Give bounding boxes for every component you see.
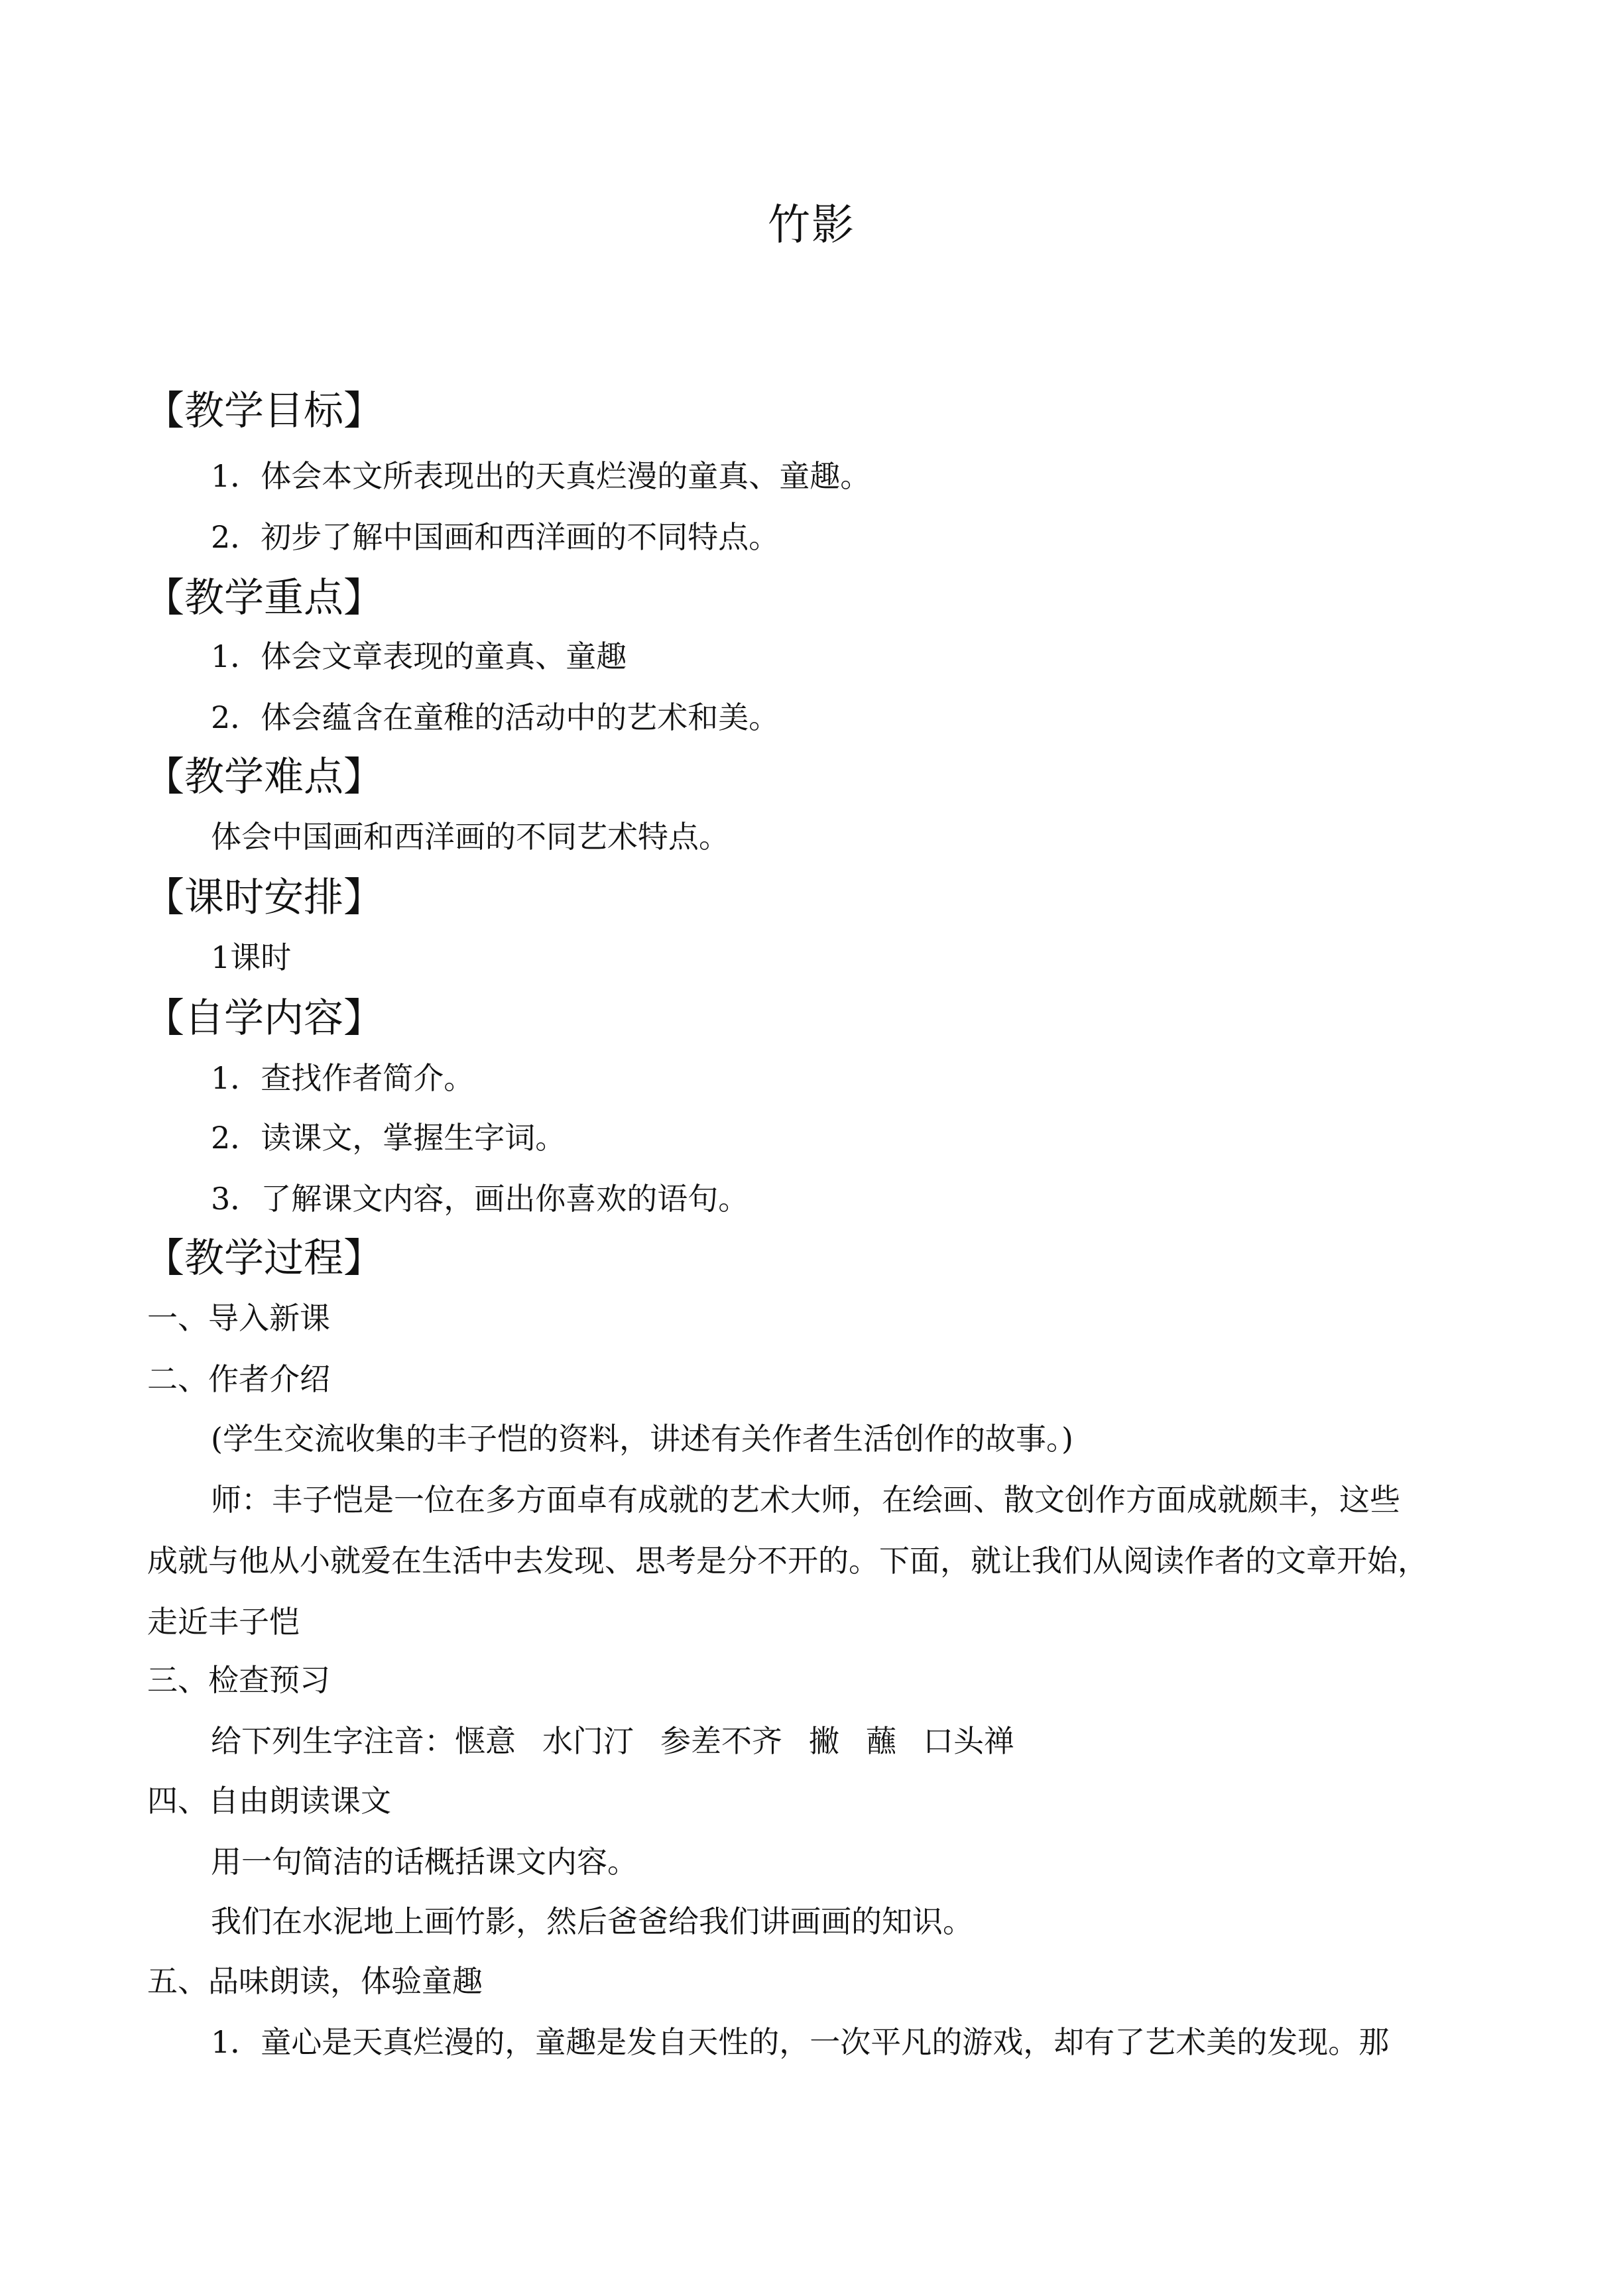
heading-difficulties: 【教学难点】 [145, 754, 383, 800]
vocab-word: 撇 [809, 1723, 839, 1759]
heading-schedule: 【课时安排】 [145, 875, 383, 921]
process-step-5: 五、品味朗读，体验童趣 [147, 1963, 483, 1999]
vocab-word: 水门汀 [542, 1723, 634, 1759]
key-point-item-1: 1．体会文章表现的童真、童趣 [211, 638, 627, 674]
schedule-item-1: 1课时 [211, 939, 292, 975]
paragraph-line-1: 师：丰子恺是一位在多方面卓有成就的艺术大师，在绘画、散文创作方面成就颇丰，这些 [211, 1482, 1400, 1518]
process-step-4-answer: 我们在水泥地上画竹影，然后爸爸给我们讲画画的知识。 [211, 1903, 973, 1939]
objective-item-2: 2．初步了解中国画和西洋画的不同特点。 [211, 519, 780, 555]
vocab-word: 参差不齐 [660, 1723, 782, 1759]
process-step-1: 一、导入新课 [147, 1300, 330, 1336]
vocab-word: 蘸 [866, 1723, 896, 1759]
process-step-4: 四、自由朗读课文 [147, 1783, 391, 1819]
self-study-item-1: 1．查找作者简介。 [211, 1060, 475, 1096]
heading-key-points: 【教学重点】 [145, 575, 383, 621]
process-step-4-task: 用一句简洁的话概括课文内容。 [211, 1844, 638, 1880]
self-study-item-3: 3．了解课文内容，画出你喜欢的语句。 [211, 1181, 749, 1217]
process-step-3-prompt-line [211, 1721, 1014, 1761]
process-step-2: 二、作者介绍 [147, 1361, 330, 1397]
heading-objectives: 【教学目标】 [145, 388, 383, 434]
pinyin-prompt: 给下列生字注音： [211, 1723, 455, 1759]
process-step-3: 三、检查预习 [147, 1662, 330, 1698]
vocab-word: 惬意 [455, 1723, 516, 1759]
page-title: 竹影 [768, 201, 855, 250]
paragraph-line-3: 走近丰子恺 [147, 1604, 300, 1640]
process-step-5-item-1: 1．童心是天真烂漫的，童趣是发自天性的，一次平凡的游戏，却有了艺术美的发现。那 [211, 2024, 1390, 2060]
self-study-item-2: 2．读课文，掌握生字词。 [211, 1120, 566, 1156]
heading-self-study: 【自学内容】 [145, 995, 383, 1042]
difficulty-item-1: 体会中国画和西洋画的不同艺术特点。 [211, 819, 729, 855]
process-step-2-paragraph [147, 1469, 1480, 1652]
vocab-word: 口头禅 [923, 1723, 1014, 1759]
key-point-item-2: 2．体会蕴含在童稚的活动中的艺术和美。 [211, 699, 780, 735]
process-step-2-note: (学生交流收集的丰子恺的资料，讲述有关作者生活创作的故事。) [211, 1421, 1073, 1457]
paragraph-line-2: 成就与他从小就爱在生活中去发现、思考是分不开的。下面，就让我们从阅读作者的文章开始， [147, 1543, 1428, 1579]
heading-process: 【教学过程】 [145, 1235, 383, 1282]
objective-item-1: 1．体会本文所表现出的天真烂漫的童真、童趣。 [211, 458, 871, 494]
